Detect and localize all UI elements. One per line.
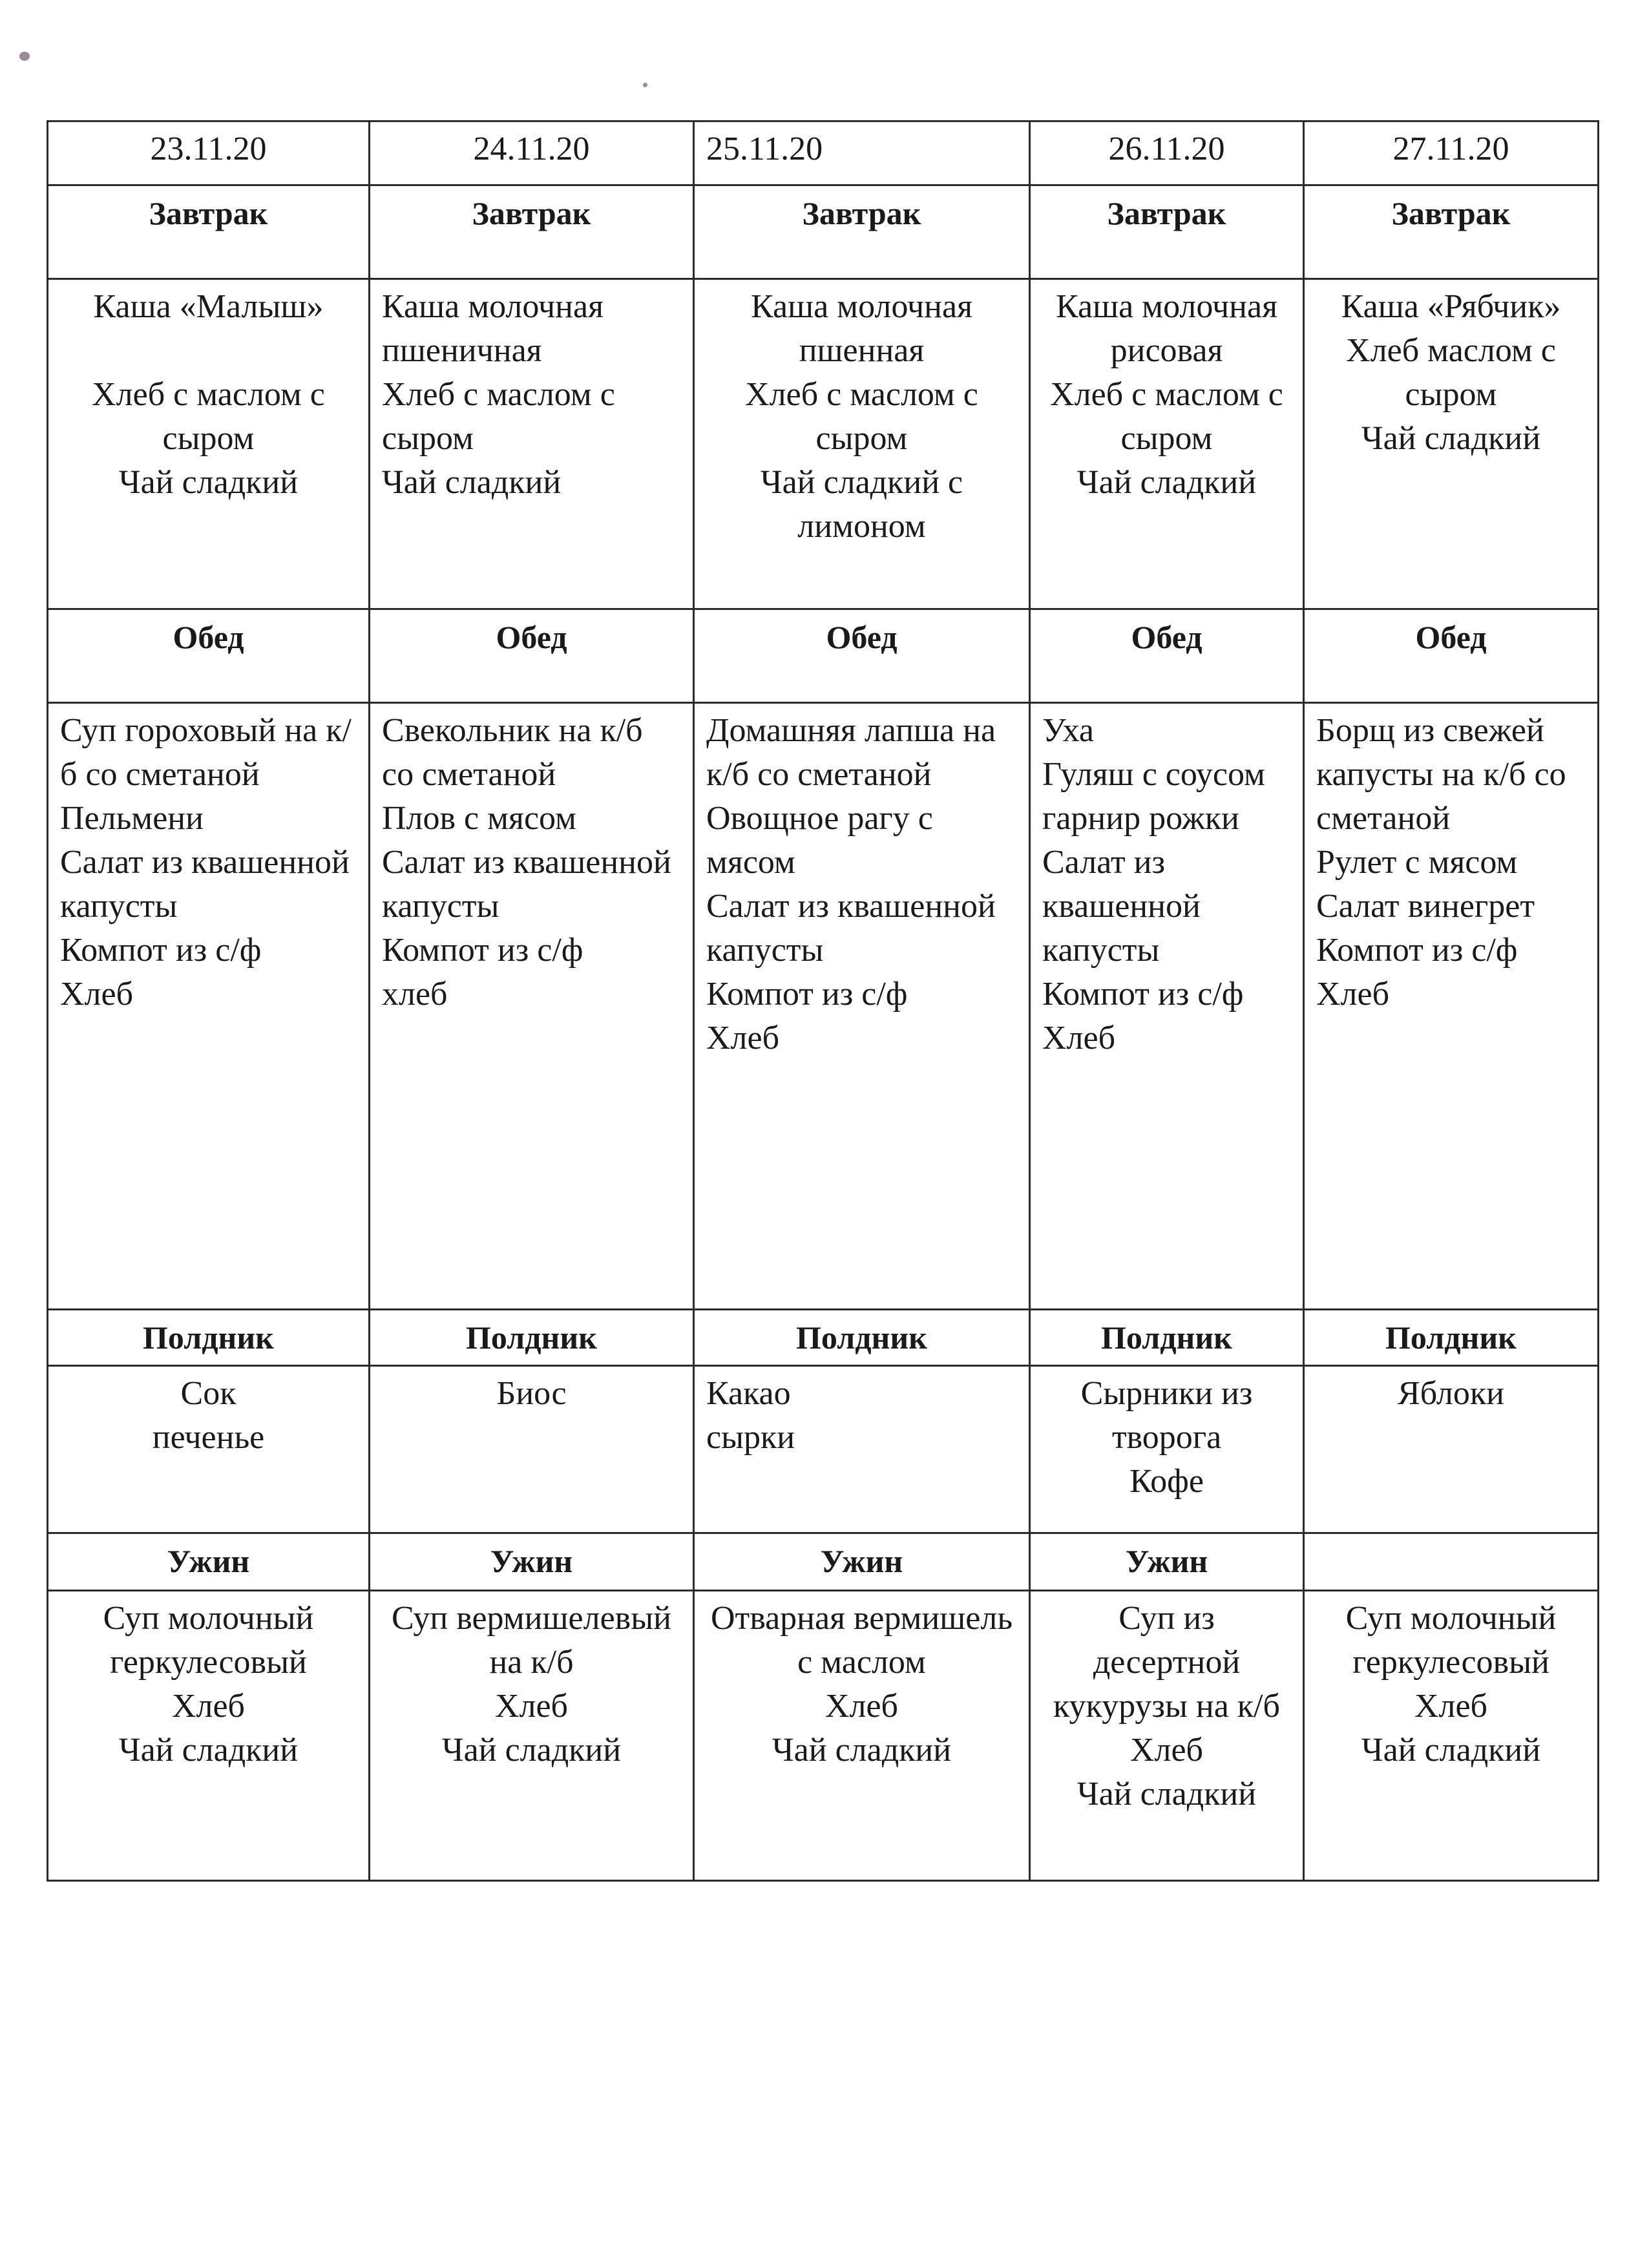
dish-item: Сок (180, 1375, 236, 1412)
meal-body-row-dinner (48, 1591, 1599, 1881)
menu-cell (1304, 1366, 1599, 1533)
dish-item: Салат из квашенной капусты (706, 888, 996, 969)
dish-item: Хлеб (824, 1688, 899, 1725)
dish-item: Суп гороховый на к/б со сметаной (60, 712, 352, 793)
menu-cell (1304, 1591, 1599, 1881)
dish-item: Рулет с мясом (1316, 844, 1518, 881)
date-cell: 26.11.20 (1030, 121, 1304, 185)
menu-cell (48, 703, 370, 1310)
meal-header-row-breakfast (48, 185, 1599, 279)
dish-item: Чай сладкий (772, 1732, 952, 1769)
menu-cell (694, 1366, 1030, 1533)
meal-body-row-breakfast (48, 279, 1599, 609)
meal-title: Ужин (694, 1533, 1030, 1591)
dish-item: Чай сладкий (1361, 420, 1541, 457)
dish-item: Отварная вермишель с маслом (710, 1600, 1013, 1681)
dish-item: Чай сладкий (1077, 464, 1257, 501)
meal-title: Обед (370, 609, 694, 703)
dish-item: Суп вермишелевый на к/б (392, 1600, 671, 1681)
dish-item: Чай сладкий (1077, 1776, 1257, 1812)
dish-item: Овощное рагу с мясом (706, 800, 933, 881)
dish-item: сырки (706, 1419, 795, 1456)
menu-cell (694, 703, 1030, 1310)
dish-item: печенье (152, 1419, 265, 1456)
dish-item: Гуляш с соусом гарнир рожки (1042, 756, 1265, 837)
menu-cell (1030, 1366, 1304, 1533)
menu-cell (370, 1591, 694, 1881)
meal-header-row-lunch (48, 609, 1599, 703)
meal-title: Завтрак (1304, 185, 1599, 279)
menu-cell (48, 1366, 370, 1533)
dish-item: Пельмени (60, 800, 204, 837)
date-cell: 23.11.20 (48, 121, 370, 185)
menu-cell (1030, 279, 1304, 609)
menu-cell (48, 1591, 370, 1881)
menu-cell (1304, 703, 1599, 1310)
menu-cell (370, 279, 694, 609)
dish-item: Суп молочный геркулесовый (1345, 1600, 1557, 1681)
meal-title: Обед (1030, 609, 1304, 703)
menu-cell (370, 703, 694, 1310)
meal-title: Ужин (48, 1533, 370, 1591)
dish-item: Хлеб (1414, 1688, 1488, 1725)
dish-item: Чай сладкий (441, 1732, 622, 1769)
meal-title: Завтрак (370, 185, 694, 279)
meal-body-row-lunch (48, 703, 1599, 1310)
meal-title: Полдник (1030, 1310, 1304, 1366)
dish-item: Свекольник на к/б со сметаной (382, 712, 643, 793)
meal-title: Обед (694, 609, 1030, 703)
dish-item: Чай сладкий с лимоном (760, 464, 963, 545)
dish-item: Хлеб маслом с сыром (1346, 332, 1556, 413)
meal-header-row-snack (48, 1310, 1599, 1366)
meal-title (1304, 1533, 1599, 1591)
dish-item: Какао (706, 1375, 791, 1412)
meal-title: Завтрак (694, 185, 1030, 279)
menu-cell (694, 279, 1030, 609)
dish-item: Чай сладкий (118, 464, 299, 501)
dish-item: Компот из с/ф (706, 976, 908, 1013)
dish-item: Суп из десертной кукурузы на к/б (1053, 1600, 1280, 1725)
menu-cell (48, 279, 370, 609)
dish-item: Хлеб (1316, 976, 1390, 1013)
dish-item: Хлеб (706, 1020, 780, 1056)
dish-item: Домашняя лапша на к/б со сметаной (706, 712, 996, 793)
dish-item: Салат из квашенной капусты (1042, 844, 1201, 969)
dish-item: Каша «Малыш» (93, 288, 324, 325)
meal-title: Обед (1304, 609, 1599, 703)
dish-item: Хлеб с маслом с сыром (382, 376, 615, 457)
dish-item: Каша молочная пшеничная (382, 288, 604, 369)
menu-cell (1304, 279, 1599, 609)
dish-item: Плов с мясом (382, 800, 576, 837)
scan-speck (643, 83, 647, 87)
dish-item: Компот из с/ф (382, 932, 583, 969)
date-cell: 24.11.20 (370, 121, 694, 185)
dish-item: Хлеб с маслом с сыром (1050, 376, 1283, 457)
dish-item: Компот из с/ф (60, 932, 262, 969)
menu-cell (1030, 703, 1304, 1310)
dish-item: Хлеб с маслом с сыром (745, 376, 978, 457)
dish-item: Сырники из творога (1080, 1375, 1253, 1456)
dish-item: Кофе (1129, 1463, 1204, 1500)
dish-item: Каша «Рябчик» (1341, 288, 1561, 325)
dish-item: Хлеб (1042, 1020, 1116, 1056)
dish-item (60, 329, 357, 373)
dish-item: Хлеб (1129, 1732, 1204, 1769)
dish-item: Компот из с/ф (1042, 976, 1244, 1013)
meal-body-row-snack (48, 1366, 1599, 1533)
menu-cell (370, 1366, 694, 1533)
meal-title: Полдник (1304, 1310, 1599, 1366)
meal-title: Завтрак (48, 185, 370, 279)
dish-item: Чай сладкий (382, 464, 562, 501)
dish-item: Чай сладкий (118, 1732, 299, 1769)
meal-title: Полдник (48, 1310, 370, 1366)
dish-item: Каша молочная пшенная (750, 288, 972, 369)
dish-item: Салат из квашенной капусты (382, 844, 671, 925)
meal-header-row-dinner (48, 1533, 1599, 1591)
meal-title: Полдник (370, 1310, 694, 1366)
dish-item: Яблоки (1398, 1375, 1504, 1412)
dish-item: Хлеб с маслом с сыром (92, 376, 325, 457)
date-row (48, 121, 1599, 185)
dish-item: Хлеб (171, 1688, 246, 1725)
dish-item: Салат винегрет (1316, 888, 1535, 925)
dish-item: Биос (496, 1375, 567, 1412)
dish-item: Хлеб (60, 976, 134, 1013)
dish-item: хлеб (382, 976, 448, 1013)
dish-item: Уха (1042, 712, 1095, 749)
dish-item: Чай сладкий (1361, 1732, 1541, 1769)
dish-item: Хлеб (494, 1688, 569, 1725)
meal-title: Завтрак (1030, 185, 1304, 279)
dish-item: Компот из с/ф (1316, 932, 1518, 969)
meal-title: Ужин (370, 1533, 694, 1591)
meal-title: Ужин (1030, 1533, 1304, 1591)
dish-item: Салат из квашенной капусты (60, 844, 350, 925)
dish-item: Суп молочный геркулесовый (103, 1600, 314, 1681)
date-cell: 25.11.20 (694, 121, 1030, 185)
dish-item: Борщ из свежей капусты на к/б со сметаной (1316, 712, 1566, 837)
meal-title: Полдник (694, 1310, 1030, 1366)
date-cell: 27.11.20 (1304, 121, 1599, 185)
meal-title: Обед (48, 609, 370, 703)
menu-table (47, 120, 1599, 1882)
scan-speck (19, 52, 30, 61)
menu-cell (694, 1591, 1030, 1881)
dish-item: Каша молочная рисовая (1055, 288, 1277, 369)
menu-cell (1030, 1591, 1304, 1881)
